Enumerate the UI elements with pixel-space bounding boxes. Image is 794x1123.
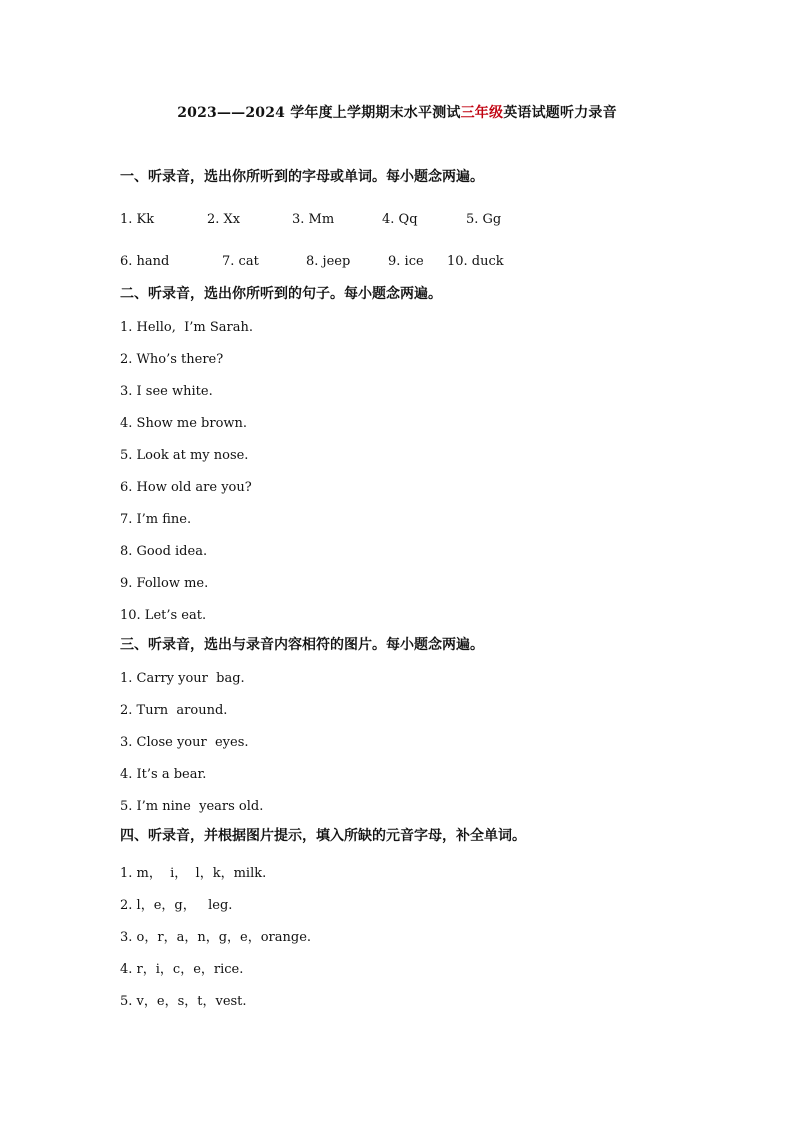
section1-item: 1. Kk: [120, 212, 155, 227]
section1-item: 6. hand: [120, 254, 170, 269]
section3-item: 4. It’s a bear.: [120, 767, 207, 782]
section1-item: 5. Gg: [466, 212, 502, 227]
section1-heading: 一、听录音，选出你所听到的字母或单词。每小题念两遍。: [120, 169, 484, 185]
section2-heading: 二、听录音，选出你所听到的句子。每小题念两遍。: [120, 286, 442, 302]
section4-item: 5. v，e，s，t，vest.: [120, 994, 247, 1009]
section2-item: 7. I’m fine.: [120, 512, 192, 527]
section4-heading: 四、听录音，并根据图片提示，填入所缺的元音字母，补全单词。: [120, 828, 526, 844]
section4-item: 1. m， i， l，k，milk.: [120, 866, 267, 881]
section1-item: 4. Qq: [382, 212, 418, 227]
section1-item: 7. cat: [222, 254, 259, 269]
title-part1: 2023——2024 学年度上学期期末水平测试: [177, 105, 461, 121]
section2-item: 10. Let’s eat.: [120, 608, 207, 623]
section2-item: 2. Who’s there?: [120, 352, 224, 367]
section2-item: 6. How old are you?: [120, 480, 252, 495]
title-part3: 英语试题听力录音: [503, 105, 617, 121]
section3-item: 1. Carry your bag.: [120, 671, 245, 686]
title-grade: 三年级: [460, 105, 504, 121]
section1-item: 9. ice: [388, 254, 424, 269]
section4-item: 2. l，e，g， leg.: [120, 898, 233, 913]
page-title: [0, 102, 794, 122]
section3-item: 2. Turn around.: [120, 703, 228, 718]
section4-item: 3. o，r，a，n，g，e，orange.: [120, 930, 312, 945]
section2-item: 1. Hello, I’m Sarah.: [120, 320, 253, 335]
section2-item: 4. Show me brown.: [120, 416, 248, 431]
section1-item: 3. Mm: [292, 212, 335, 227]
section2-item: 5. Look at my nose.: [120, 448, 249, 463]
section4-item: 4. r，i，c，e，rice.: [120, 962, 244, 977]
section2-item: 3. I see white.: [120, 384, 213, 399]
section2-item: 9. Follow me.: [120, 576, 209, 591]
section3-item: 3. Close your eyes.: [120, 735, 249, 750]
section1-item: 2. Xx: [207, 212, 241, 227]
section1-item: 8. jeep: [306, 254, 351, 269]
section1-item: 10. duck: [447, 254, 504, 269]
section3-heading: 三、听录音，选出与录音内容相符的图片。每小题念两遍。: [120, 637, 484, 653]
section2-item: 8. Good idea.: [120, 544, 208, 559]
section3-item: 5. I’m nine years old.: [120, 799, 264, 814]
